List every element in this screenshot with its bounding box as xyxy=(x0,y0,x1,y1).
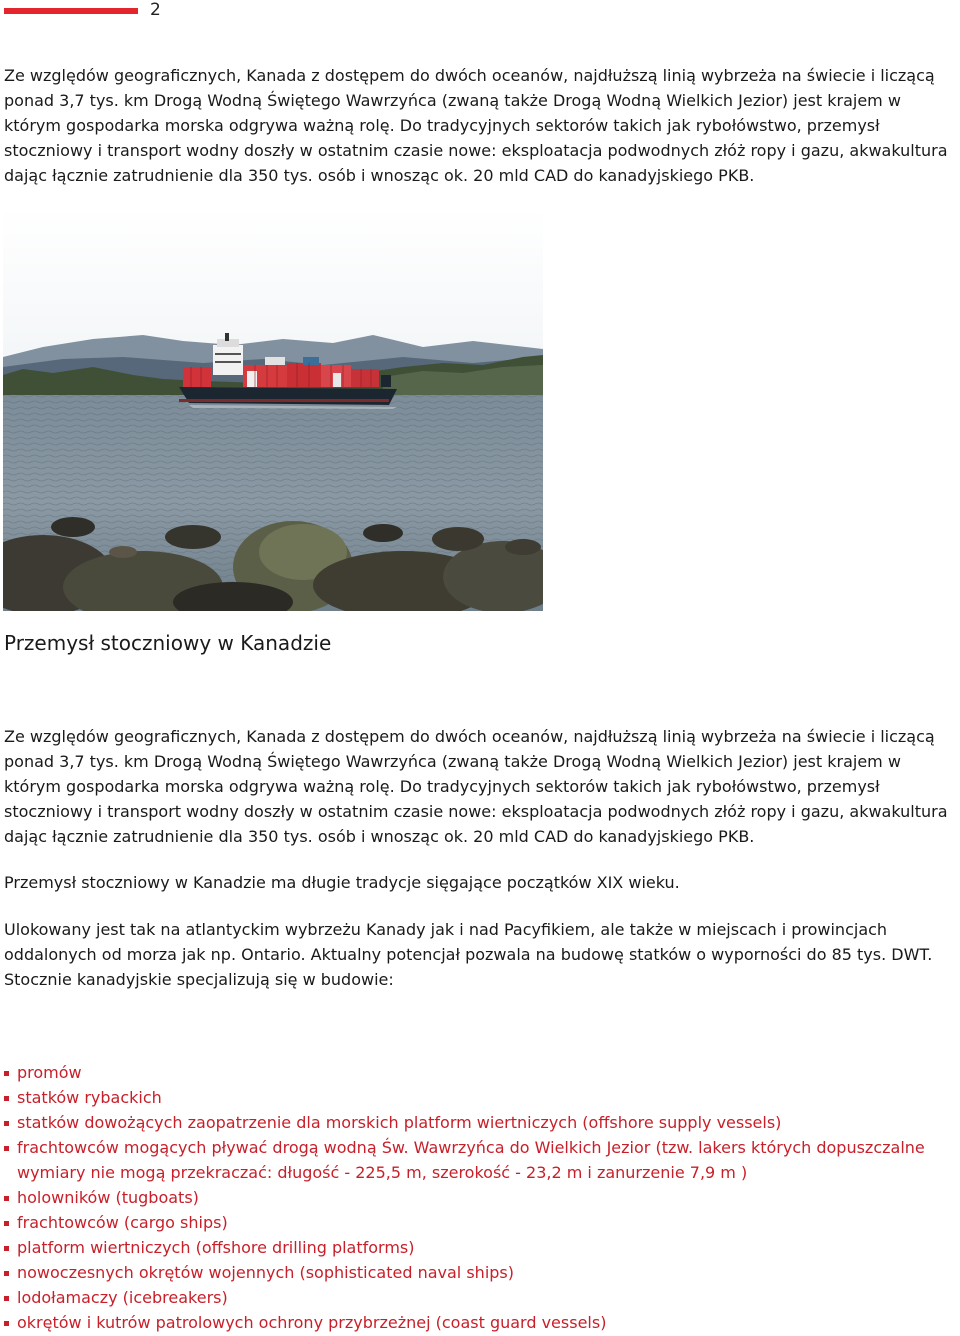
section-paragraph: Ze względów geograficznych, Kanada z dostępem do dwóch oceanów, najdłuższą linią wybrzeża na świecie i liczącą ponad 3,7 tys. km Drogą Wodną Świętego Wawrzyńca (zwaną także Drogą Wodną Wielkich Jezior) jest krajem w którym gospodarka morska odgrywa ważną rolę. Do tradycyjnych sektorów takich jak rybołówstwo, przemysł stoczniowy i transport wodny doszły w ostatnim czasie nowe: eksploatacja podwodnych złóż ropy i gazu, akwakultura dając łącznie zatrudnienie dla 350 tys. osób i wnosząc ok. 20 mld CAD do kanadyjskiego PKB. xyxy=(4,727,948,846)
intro-paragraph: Ze względów geograficznych, Kanada z dostępem do dwóch oceanów, najdłuższą linią wybrzeża na świecie i liczącą ponad 3,7 tys. km Drogą Wodną Świętego Wawrzyńca (zwaną także Drogą Wodną Wielkich Jezior) jest krajem w którym gospodarka morska odgrywa ważną rolę. Do tradycyjnych sektorów takich jak rybołówstwo, przemysł stoczniowy i transport wodny doszły w ostatnim czasie nowe: eksploatacja podwodnych złóż ropy i gazu, akwakultura dając łącznie zatrudnienie dla 350 tys. osób i wnosząc ok. 20 mld CAD do kanadyjskiego PKB. xyxy=(4,66,948,185)
bullet-icon xyxy=(4,1071,9,1076)
list-item xyxy=(4,1060,954,1085)
header-accent-bar xyxy=(4,8,138,14)
list-item-text: frachtowców mogących pływać drogą wodną Św. Wawrzyńca do Wielkich Jezior (tzw. lakers których dopuszczalne wymiary nie mogą przekraczać: długość - 225,5 m, szerokość - 23,2 m i zanurzenie 7,9 m ) xyxy=(17,1138,925,1182)
bullet-icon xyxy=(4,1246,9,1251)
section-paragraph: Ulokowany jest tak na atlantyckim wybrzeżu Kanady jak i nad Pacyfikiem, ale także w miejscach i prowincjach oddalonych od morza jak np. Ontario. Aktualny potencjał pozwala na budowę statków o wyporności do 85 tys. DWT. Stocznie kanadyjskie specjalizują się w budowie: xyxy=(4,920,933,989)
list-item xyxy=(4,1235,954,1260)
list-item-text: promów xyxy=(17,1063,82,1082)
container-ship-photo xyxy=(3,207,543,611)
list-item xyxy=(4,1085,954,1110)
bullet-icon xyxy=(4,1271,9,1276)
bullet-icon xyxy=(4,1296,9,1301)
list-item xyxy=(4,1285,954,1310)
list-item xyxy=(4,1210,954,1235)
list-item-text: okrętów i kutrów patrolowych ochrony przybrzeżnej (coast guard vessels) xyxy=(17,1313,607,1332)
list-item-text: frachtowców (cargo ships) xyxy=(17,1213,228,1232)
list-item xyxy=(4,1110,954,1135)
bullet-icon xyxy=(4,1096,9,1101)
shipbuilding-specialties-list xyxy=(4,1060,954,1335)
bullet-icon xyxy=(4,1196,9,1201)
list-item-text: lodołamaczy (icebreakers) xyxy=(17,1288,228,1307)
list-item-text: statków dowożących zaopatrzenie dla morskich platform wiertniczych (offshore supply vessels) xyxy=(17,1113,782,1132)
list-item xyxy=(4,1185,954,1210)
section-paragraph: Przemysł stoczniowy w Kanadzie ma długie tradycje sięgające początków XIX wieku. xyxy=(4,873,680,892)
bullet-icon xyxy=(4,1221,9,1226)
list-item xyxy=(4,1260,954,1285)
bullet-icon xyxy=(4,1121,9,1126)
page-number: 2 xyxy=(150,0,161,20)
list-item-text: statków rybackich xyxy=(17,1088,162,1107)
bullet-icon xyxy=(4,1321,9,1326)
list-item xyxy=(4,1135,954,1185)
list-item-text: holowników (tugboats) xyxy=(17,1188,199,1207)
list-item-text: platform wiertniczych (offshore drilling platforms) xyxy=(17,1238,415,1257)
list-item xyxy=(4,1310,954,1335)
section-title: Przemysł stoczniowy w Kanadzie xyxy=(4,631,332,655)
bullet-icon xyxy=(4,1146,9,1151)
list-item-text: nowoczesnych okrętów wojennych (sophisticated naval ships) xyxy=(17,1263,514,1282)
